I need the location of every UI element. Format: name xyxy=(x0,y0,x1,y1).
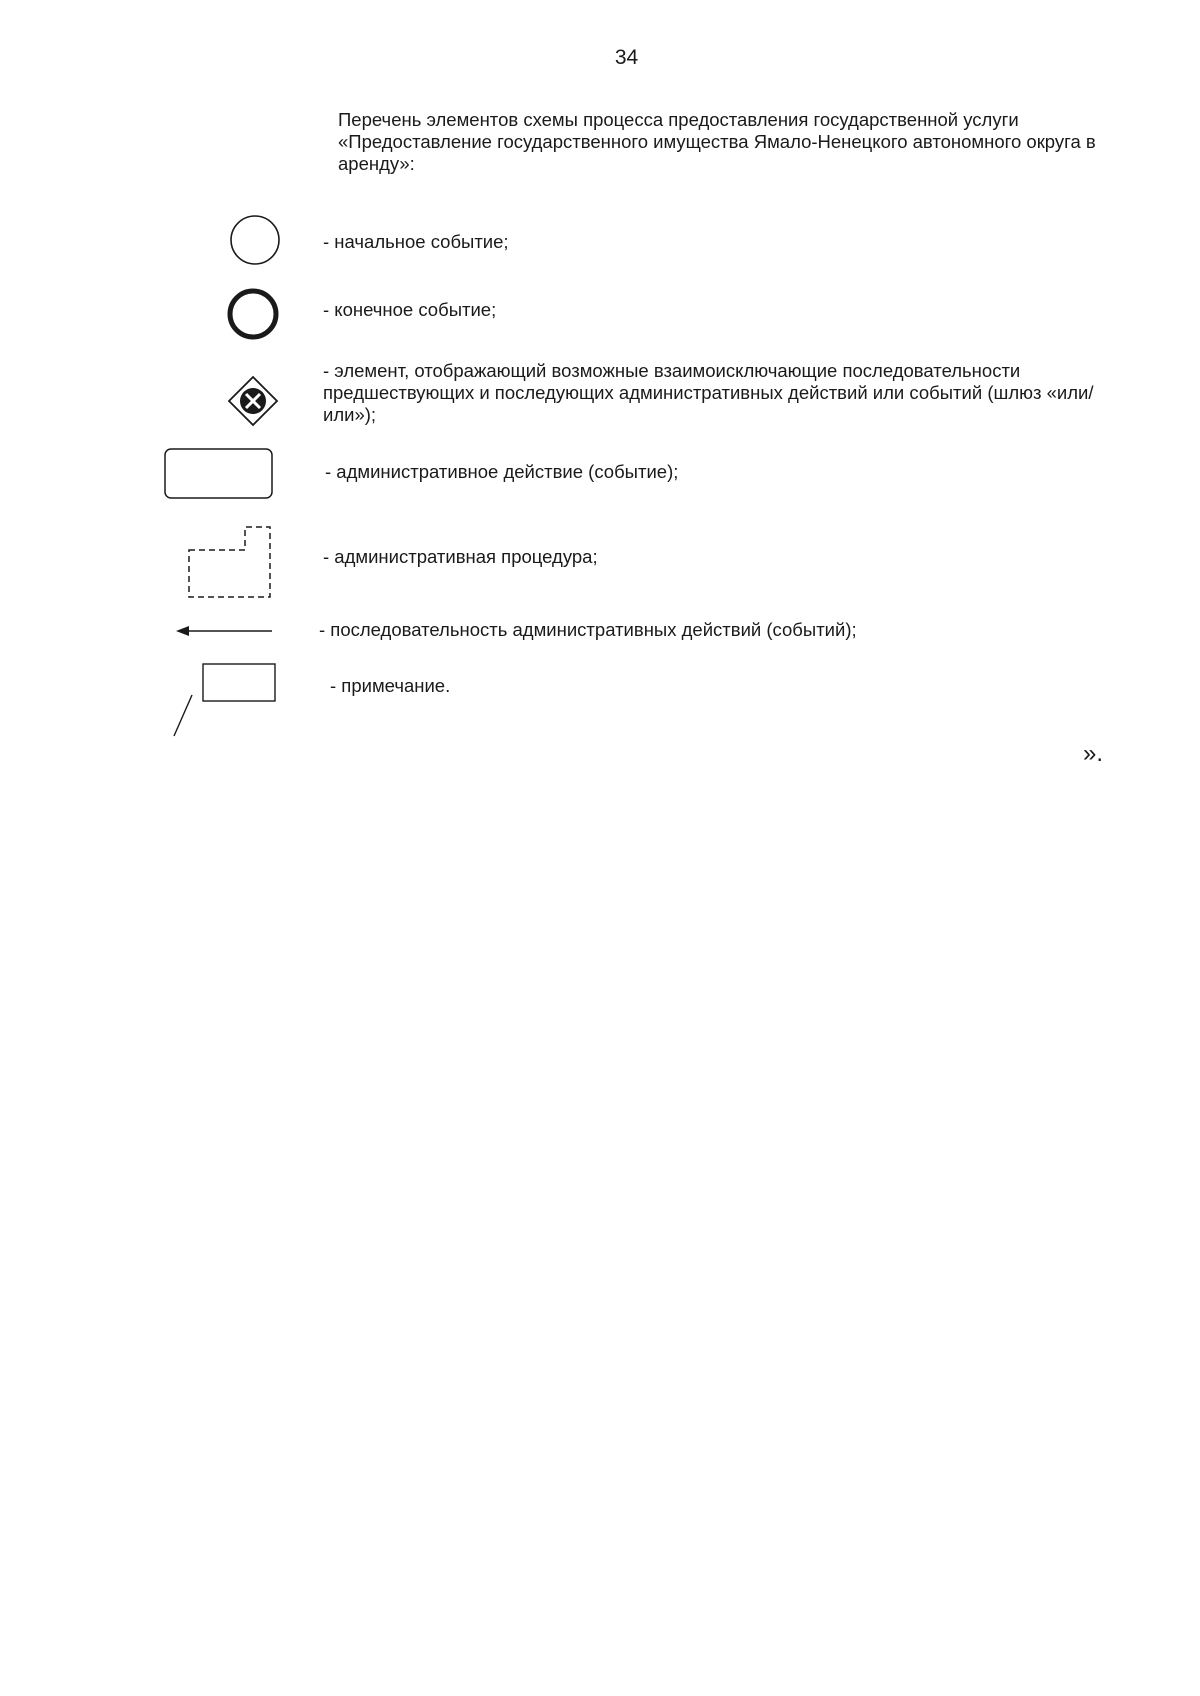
legend-item-administrative-procedure: - административная процедура; xyxy=(323,546,598,567)
procedure-dashed-shape-icon xyxy=(189,527,270,597)
legend-item-start-event: - начальное событие; xyxy=(323,231,509,252)
start-event-circle-icon xyxy=(231,216,279,264)
intro-paragraph: Перечень элементов схемы процесса предоставления государственной услуги «Предоставление государственного имущества Ямало-Ненецкого автономного округа в аренду»: xyxy=(338,109,1096,174)
annotation-box-icon xyxy=(174,664,275,736)
task-rounded-rect-icon xyxy=(165,449,272,498)
legend-item-annotation: - примечание. xyxy=(330,675,451,696)
end-event-circle-icon xyxy=(230,291,276,337)
legend-item-end-event: - конечное событие; xyxy=(323,299,497,320)
legend-item-administrative-action: - административное действие (событие); xyxy=(325,461,679,482)
legend-item-gateway: - элемент, отображающий возможные взаимоисключающие последовательности предшествующих и последующих административных действий или событий (шлюз «или/или»); xyxy=(323,360,1094,425)
exclusive-gateway-diamond-icon xyxy=(229,377,277,425)
sequence-flow-arrow-icon xyxy=(176,626,272,636)
legend-item-sequence-flow: - последовательность административных действий (событий); xyxy=(319,619,857,640)
page-number: 34 xyxy=(614,46,639,69)
closing-quote: ». xyxy=(1083,740,1104,767)
